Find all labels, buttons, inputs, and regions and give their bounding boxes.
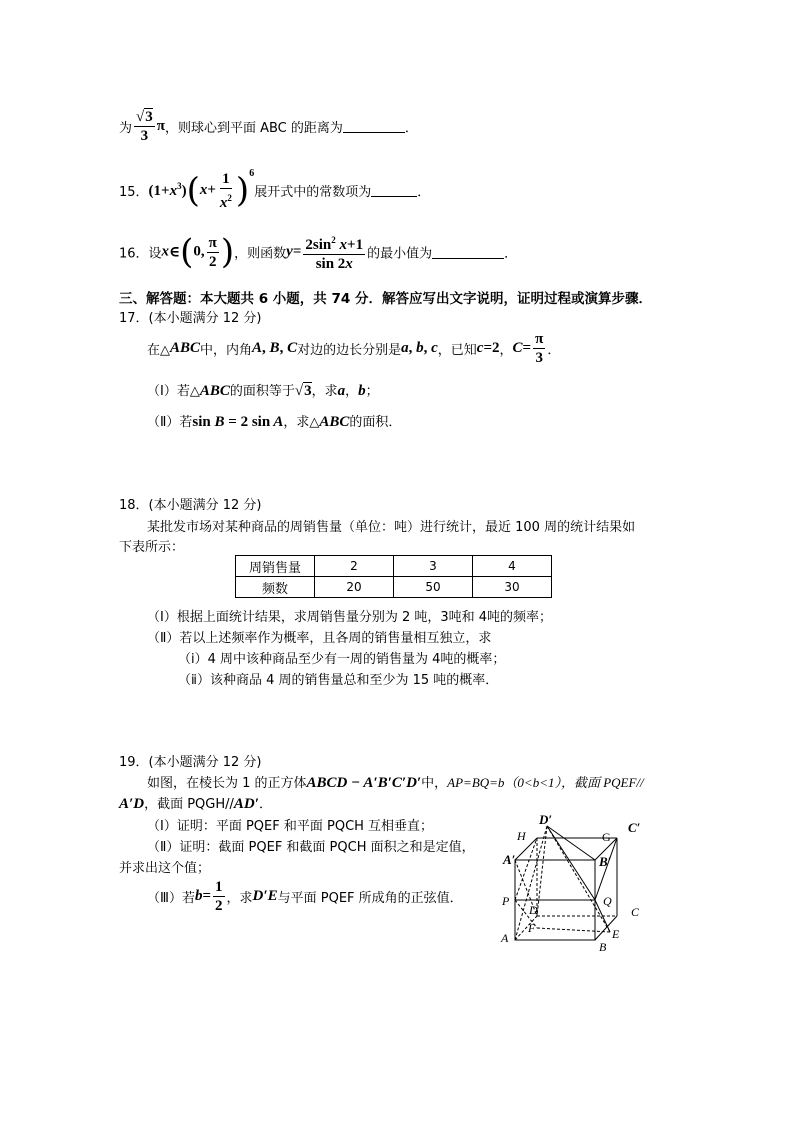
q14-prefix: 为 xyxy=(119,121,133,136)
q18-header: 18．(本小题满分 12 分) xyxy=(119,498,262,513)
q17-abc-2: ABC xyxy=(199,383,230,399)
q19-b: b xyxy=(194,888,203,904)
q19-ad-prime: A′D xyxy=(119,796,145,812)
q17-header: 17．(本小题满分 12 分) xyxy=(119,311,262,326)
label-c-prime: C′ xyxy=(628,820,641,835)
q17-c-val: =2 xyxy=(483,340,500,356)
line-f-e xyxy=(537,928,610,932)
q17-intro xyxy=(147,330,560,367)
q16-answer-blank[interactable] xyxy=(432,246,504,259)
q17-ask-a: a xyxy=(337,383,346,399)
q16-mid: ，则函数 xyxy=(234,246,287,262)
q17-ask-b: b xyxy=(358,383,366,399)
q18-sub2: （ⅱ）该种商品 4 周的销售量总和至少为 15 吨的概率． xyxy=(178,673,499,688)
q19-part3-b: ，求 xyxy=(226,891,253,906)
q19-ad-prime-2: AD′ xyxy=(233,796,259,812)
q16-y: y xyxy=(286,243,293,260)
q19-part2b: 并求出这个值； xyxy=(119,861,211,876)
q14-answer-blank[interactable] xyxy=(343,120,405,133)
sales-table xyxy=(235,555,552,598)
q17-comma1: , xyxy=(262,340,270,356)
q19-line1 xyxy=(147,772,644,792)
q17-abc-1: ABC xyxy=(170,340,201,356)
label-p: P xyxy=(502,894,510,908)
q18-sub1: （ⅰ）4 周中该种商品至少有一周的销售量为 4吨的概率； xyxy=(178,652,506,667)
q19-half: $\frac{1}{2}$ xyxy=(215,879,223,914)
q19-part3 xyxy=(147,878,463,915)
q17-sqrt3: √3 xyxy=(294,383,312,399)
q19-line2-b: ，截面 PQGH// xyxy=(144,797,234,812)
q19-b-eq: = xyxy=(202,888,212,904)
q16-paren-left: ( xyxy=(180,232,194,272)
q17-comma5: ， xyxy=(499,343,513,358)
q16-line xyxy=(119,231,517,273)
cube-figure xyxy=(495,808,660,954)
label-d: D xyxy=(529,903,538,917)
q15-end: ． xyxy=(417,185,431,200)
table-cell: 3 xyxy=(394,556,473,577)
q16-text: 的最小值为 xyxy=(367,246,433,262)
q15-line xyxy=(119,168,430,212)
q17-abc-3: ABC xyxy=(319,414,350,430)
q18-line1: 某批发市场对某种商品的周销售量（单位：吨）进行统计，最近 100 周的统计结果如 xyxy=(147,520,636,535)
q17-sides: a xyxy=(401,340,409,356)
q16-fraction: $\frac{2\sin^2 x+1}{\sin 2x}$ xyxy=(303,231,365,273)
table-cell: 2 xyxy=(315,556,394,577)
label-b-prime: B′ xyxy=(599,854,612,869)
label-g: G xyxy=(602,830,611,844)
q15-paren-right: ) xyxy=(235,170,250,211)
q19-line1-b: 中， xyxy=(421,776,448,791)
q17-angle-c: C xyxy=(287,340,298,356)
q19-part1: （Ⅰ）证明：平面 PQEF 和平面 PQCH 互相垂直； xyxy=(147,819,434,834)
table-cell: 20 xyxy=(315,577,394,598)
line-p-h xyxy=(515,838,537,900)
table-cell: 周销售量 xyxy=(236,556,315,577)
q16-zero: 0, xyxy=(193,243,205,260)
q17-part1 xyxy=(147,380,379,400)
q14-line xyxy=(119,108,418,145)
line-b-prime-d-prime xyxy=(547,826,595,860)
q17-part2-b: ，求△ xyxy=(283,415,320,430)
q14-tail: ，则球心到平面 ABC 的距离为 xyxy=(164,121,343,136)
table-row xyxy=(236,577,552,598)
line-d-prime-q xyxy=(547,826,595,900)
q17-angle-b: B xyxy=(269,340,280,356)
q17-pi-third: $\frac{\pi}{3}$ xyxy=(535,331,544,366)
q17-part1-a: （Ⅰ）若△ xyxy=(147,384,200,399)
table-cell: 频数 xyxy=(236,577,315,598)
q15-exponent: 6 xyxy=(249,168,255,179)
q17-part2-a: （Ⅱ）若 xyxy=(147,415,193,430)
q18-line2: 下表所示： xyxy=(119,540,185,555)
q17-comma4: , xyxy=(423,340,432,356)
label-a-prime: A′ xyxy=(503,852,516,867)
label-e: E xyxy=(612,927,620,941)
q19-line1-a: 如图，在棱长为 1 的正方体 xyxy=(147,776,307,791)
q14-pi: π xyxy=(156,118,165,134)
q19-part2: （Ⅱ）证明：截面 PQEF 和截面 PQCH 面积之和是定值， xyxy=(147,840,475,855)
table-cell: 50 xyxy=(394,577,473,598)
label-q: Q xyxy=(603,894,612,908)
q16-paren-right: ) xyxy=(220,232,235,272)
q15-number: 15． xyxy=(119,185,149,200)
q16-in: ∈ xyxy=(169,244,181,261)
q17-part1-b: 的面积等于 xyxy=(229,384,295,399)
label-c: C xyxy=(631,905,640,919)
q18-part2: （Ⅱ）若以上述频率作为概率，且各周的销售量相互独立，求 xyxy=(147,631,492,646)
q17-comma2: , xyxy=(279,340,288,356)
q17-period: ． xyxy=(547,343,561,358)
line-d-prime-d xyxy=(537,826,547,916)
label-f: F xyxy=(528,921,536,935)
q17-intro-a: 在△ xyxy=(147,343,170,358)
q19-part3-a: （Ⅲ）若 xyxy=(147,891,195,906)
q15-text: 展开式中的常数项为 xyxy=(254,185,372,200)
q17-part2-c: 的面积． xyxy=(349,415,402,430)
table-cell: 4 xyxy=(473,556,552,577)
q19-part3-c: 与平面 PQEF 所成角的正弦值． xyxy=(277,891,463,906)
table-cell: 30 xyxy=(473,577,552,598)
section3-title: 三、解答题：本大题共 6 小题，共 74 分．解答应写出文字说明，证明过程或演算步骤． xyxy=(119,291,652,307)
label-b: B xyxy=(599,940,607,954)
q17-side-c: c xyxy=(431,340,438,356)
q15-answer-blank[interactable] xyxy=(371,184,417,197)
q17-comma3: , xyxy=(408,340,417,356)
q19-header: 19．(本小题满分 12 分) xyxy=(119,755,262,770)
q15-expr-a: $(1+x^3)$ xyxy=(148,181,187,199)
q16-x: x xyxy=(161,243,170,260)
table-row xyxy=(236,556,552,577)
q15-fraction: $\frac{1}{x^2}$ xyxy=(219,170,232,211)
q16-number: 16．设 xyxy=(119,246,162,262)
q17-c-eq: c xyxy=(476,340,484,356)
q19-line2 xyxy=(119,793,272,813)
q19-cube: ABCD − A′B′C′D′ xyxy=(306,775,422,791)
q17-part1-c: ，求 xyxy=(311,384,338,399)
label-d-prime: D′ xyxy=(539,812,553,827)
q17-sinB: sin B = 2 sin A xyxy=(192,414,284,430)
q17-ask-end: ； xyxy=(365,384,379,399)
q17-C-eq: C xyxy=(512,340,523,356)
q16-eq: = xyxy=(292,243,302,260)
q19-line1-c: AP=BQ=b（0<b<1），截面 PQEF// xyxy=(447,775,644,790)
q18-part1: （Ⅰ）根据上面统计结果，求周销售量分别为 2 吨，3吨和 4吨的频率； xyxy=(147,610,553,625)
q17-intro-d: ，已知 xyxy=(437,343,477,358)
q15-paren-left: ( xyxy=(186,170,200,211)
q17-intro-b: 中，内角 xyxy=(200,343,253,358)
q17-ask-comma: ， xyxy=(345,384,359,399)
q15-plus: + xyxy=(207,182,216,198)
q17-C-equals: = xyxy=(522,340,532,356)
q14-end: ． xyxy=(404,121,418,136)
q19-line2-end: ． xyxy=(258,797,272,812)
label-a: A xyxy=(501,931,509,945)
q17-intro-c: 对边的边长分别是 xyxy=(297,343,402,358)
label-h: H xyxy=(517,829,526,843)
q17-part2 xyxy=(147,411,401,431)
line-q-g xyxy=(595,838,617,900)
q16-pi-half: $\frac{\pi}{2}$ xyxy=(208,234,217,270)
q16-end: ． xyxy=(504,246,518,262)
q17-angles: A xyxy=(252,340,263,356)
q17-side-b: b xyxy=(416,340,424,356)
q19-de: D′E xyxy=(252,888,278,904)
q15-x: x xyxy=(199,182,208,198)
q14-fraction: $\frac{√3}{3}$ xyxy=(136,109,153,144)
